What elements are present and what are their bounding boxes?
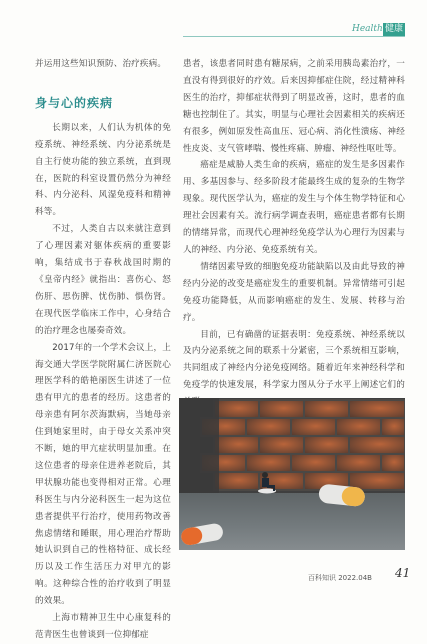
paragraph: 癌症是威胁人类生命的疾病，癌症的发生是多因素作用、多基因参与、经多阶段才能最终生成的复杂的生物学现象。现代医学认为，癌症的发生与个体生物学特征和心理社会因素有关。流行病学调查表明，癌症患者都有长期的情绪异常，而现代心理神经免疫学认为心理行为因素与人的神经、内分泌、免疫系统有关。 [183,160,405,255]
paragraph: 目前，已有确凿的证据表明：免疫系统、神经系统以及内分泌系统之间的联系十分紧密，三个系统相互影响，共同组成了神经内分泌免疫网络。随着近年来神经科学和免疫学的快速发展，科学家力图从分子水平上阐述它们的 [183,329,405,391]
paragraph: 情绪因素导致的细胞免疫功能缺陷以及由此导致的神经内分泌的改变是癌症发生的重要机制。异常情绪可引起免疫功能降低，从而影响癌症的发生、发展、转移与治疗。 [183,261,405,323]
section-title: 身与心的疾病 [35,95,114,110]
page-number: 41 [395,566,411,580]
section-label-cn: 健康 [384,24,403,34]
right-column [183,56,405,411]
section-label-en: Health [352,24,383,34]
paragraph: 不过，人类自古以来就注意到了心理因素对躯体疾病的重要影响，集结成书于春秋战国时期的《皇帝内经》就指出：喜伤心、怒伤肝、思伤脾、忧伤肺、惧伤肾。在现代医学临床工作中，心身结合的治疗理念也屡奏奇效。 [35,224,171,336]
paragraph: 2017年的一个学术会议上，上海交通大学医学院附属仁济医院心理医学科的皓艳丽医生讲述了一位患有甲亢的患者的经历。这患者的母亲患有阿尔茨海默病，当她母亲住到她家里时，由于母女关系冲突不断，她的甲亢症状明显加重。在这位患者的母亲住进养老院后，其甲状腺功能也变得相对正常。心理科医生与内分泌科医生一起为这位患者提供平行治疗，使用药物改善焦虑情绪和睡眠，用心理治疗帮助她认识到自己的性格特征、成长经历以及工作生活压力对甲亢的影响。这种综合性的治疗收到了明显的效果。 [35,342,171,607]
journal-footer: 百科知识 2022.04B [308,574,372,582]
header-rule [183,36,405,37]
left-column [35,56,171,644]
paragraph: 上海市精神卫生中心康复科的范青医生也曾谈到一位抑郁症 [35,613,171,640]
pills-and-figure [179,398,405,550]
paragraph: 患者，该患者同时患有糖尿病，之前采用胰岛素治疗，一直没有得到很好的疗效。后来因抑郁症住院，经过精神科医生的治疗，抑郁症状得到了明显改善，这时，患者的血糖也控制住了。其实，明显与心理社会因素相关的疾病还有很多，例如原发性高血压、冠心病、消化性溃疡、神经性皮炎、支气管哮喘、慢性疼痛、肿瘤、神经性呕吐等。 [183,59,405,154]
paragraph: 长期以来，人们认为机体的免疫系统、神经系统、内分泌系统是自主行使功能的独立系统，直到现在，医院的科室设置仍然分为神经科、内分泌科、风湿免疫科和精神科等。 [35,122,171,218]
intro-paragraph: 并运用这些知识预防、治疗疾病。 [35,59,167,69]
illustration-photo [179,398,405,550]
